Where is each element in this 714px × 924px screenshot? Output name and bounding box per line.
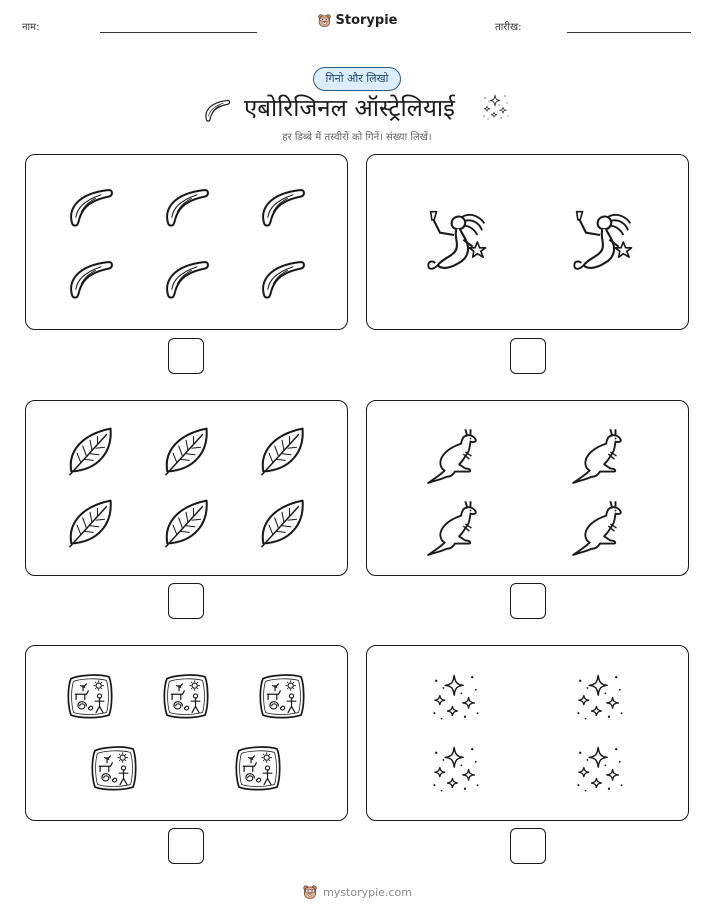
kangaroo-icon: [569, 423, 631, 485]
kangaroo-icon: [569, 495, 631, 557]
exercise-box-sparkles: [366, 645, 689, 821]
boomerang-icon: [61, 251, 116, 306]
exercise-box-mermaids: [366, 154, 689, 330]
boomerang-icon: [253, 251, 308, 306]
bear-icon: [302, 884, 318, 900]
sparkles-icon: [573, 670, 627, 724]
answer-box-sparkles[interactable]: [510, 828, 546, 864]
kangaroo-icon: [424, 423, 486, 485]
answer-box-boomerangs[interactable]: [168, 338, 204, 374]
instructions: हर डिब्बे में तस्वीरों को गिनें। संख्या लिखें।: [282, 132, 432, 143]
page-title: एबोरिजिनल ऑस्ट्रेलियाई: [244, 94, 455, 122]
date-field[interactable]: [567, 32, 691, 33]
leaf-icon: [62, 495, 118, 551]
leaf-icon: [254, 495, 310, 551]
leaf-icon: [62, 423, 118, 479]
rock-art-tile-icon: [256, 670, 308, 722]
mermaid-spirit-icon: [565, 207, 635, 277]
kangaroo-icon: [424, 495, 486, 557]
sparkles-icon: [573, 742, 627, 796]
mermaid-spirit-icon: [419, 207, 489, 277]
footer: [0, 884, 714, 904]
answer-box-mermaids[interactable]: [510, 338, 546, 374]
answer-box-leaves[interactable]: [168, 583, 204, 619]
answer-box-kangaroos[interactable]: [510, 583, 546, 619]
boomerang-icon: [157, 251, 212, 306]
footer-url[interactable]: mystorypie.com: [323, 885, 412, 899]
sparkles-icon: [429, 670, 483, 724]
name-field[interactable]: [100, 32, 257, 33]
exercise-box-kangaroos: [366, 400, 689, 576]
exercise-box-rock-art: [25, 645, 348, 821]
brand-logo: [0, 13, 714, 32]
leaf-icon: [158, 423, 214, 479]
rock-art-tile-icon: [232, 742, 284, 794]
brand-name: Storypie: [335, 13, 398, 28]
leaf-icon: [158, 495, 214, 551]
boomerang-icon: [253, 179, 308, 234]
sparkles-icon: [481, 92, 511, 122]
boomerang-icon: [157, 179, 212, 234]
activity-tag: गिनो और लिखो: [313, 67, 401, 91]
answer-box-rock-art[interactable]: [168, 828, 204, 864]
rock-art-tile-icon: [64, 670, 116, 722]
leaf-icon: [254, 423, 310, 479]
rock-art-tile-icon: [160, 670, 212, 722]
title-row: [0, 92, 714, 126]
exercise-box-boomerangs: [25, 154, 348, 330]
boomerang-icon: [200, 94, 232, 126]
boomerang-icon: [61, 179, 116, 234]
name-label: नाम:: [22, 22, 40, 33]
bear-icon: [317, 13, 332, 28]
rock-art-tile-icon: [88, 742, 140, 794]
exercise-box-leaves: [25, 400, 348, 576]
sparkles-icon: [429, 742, 483, 796]
date-label: तारीख:: [495, 22, 522, 33]
